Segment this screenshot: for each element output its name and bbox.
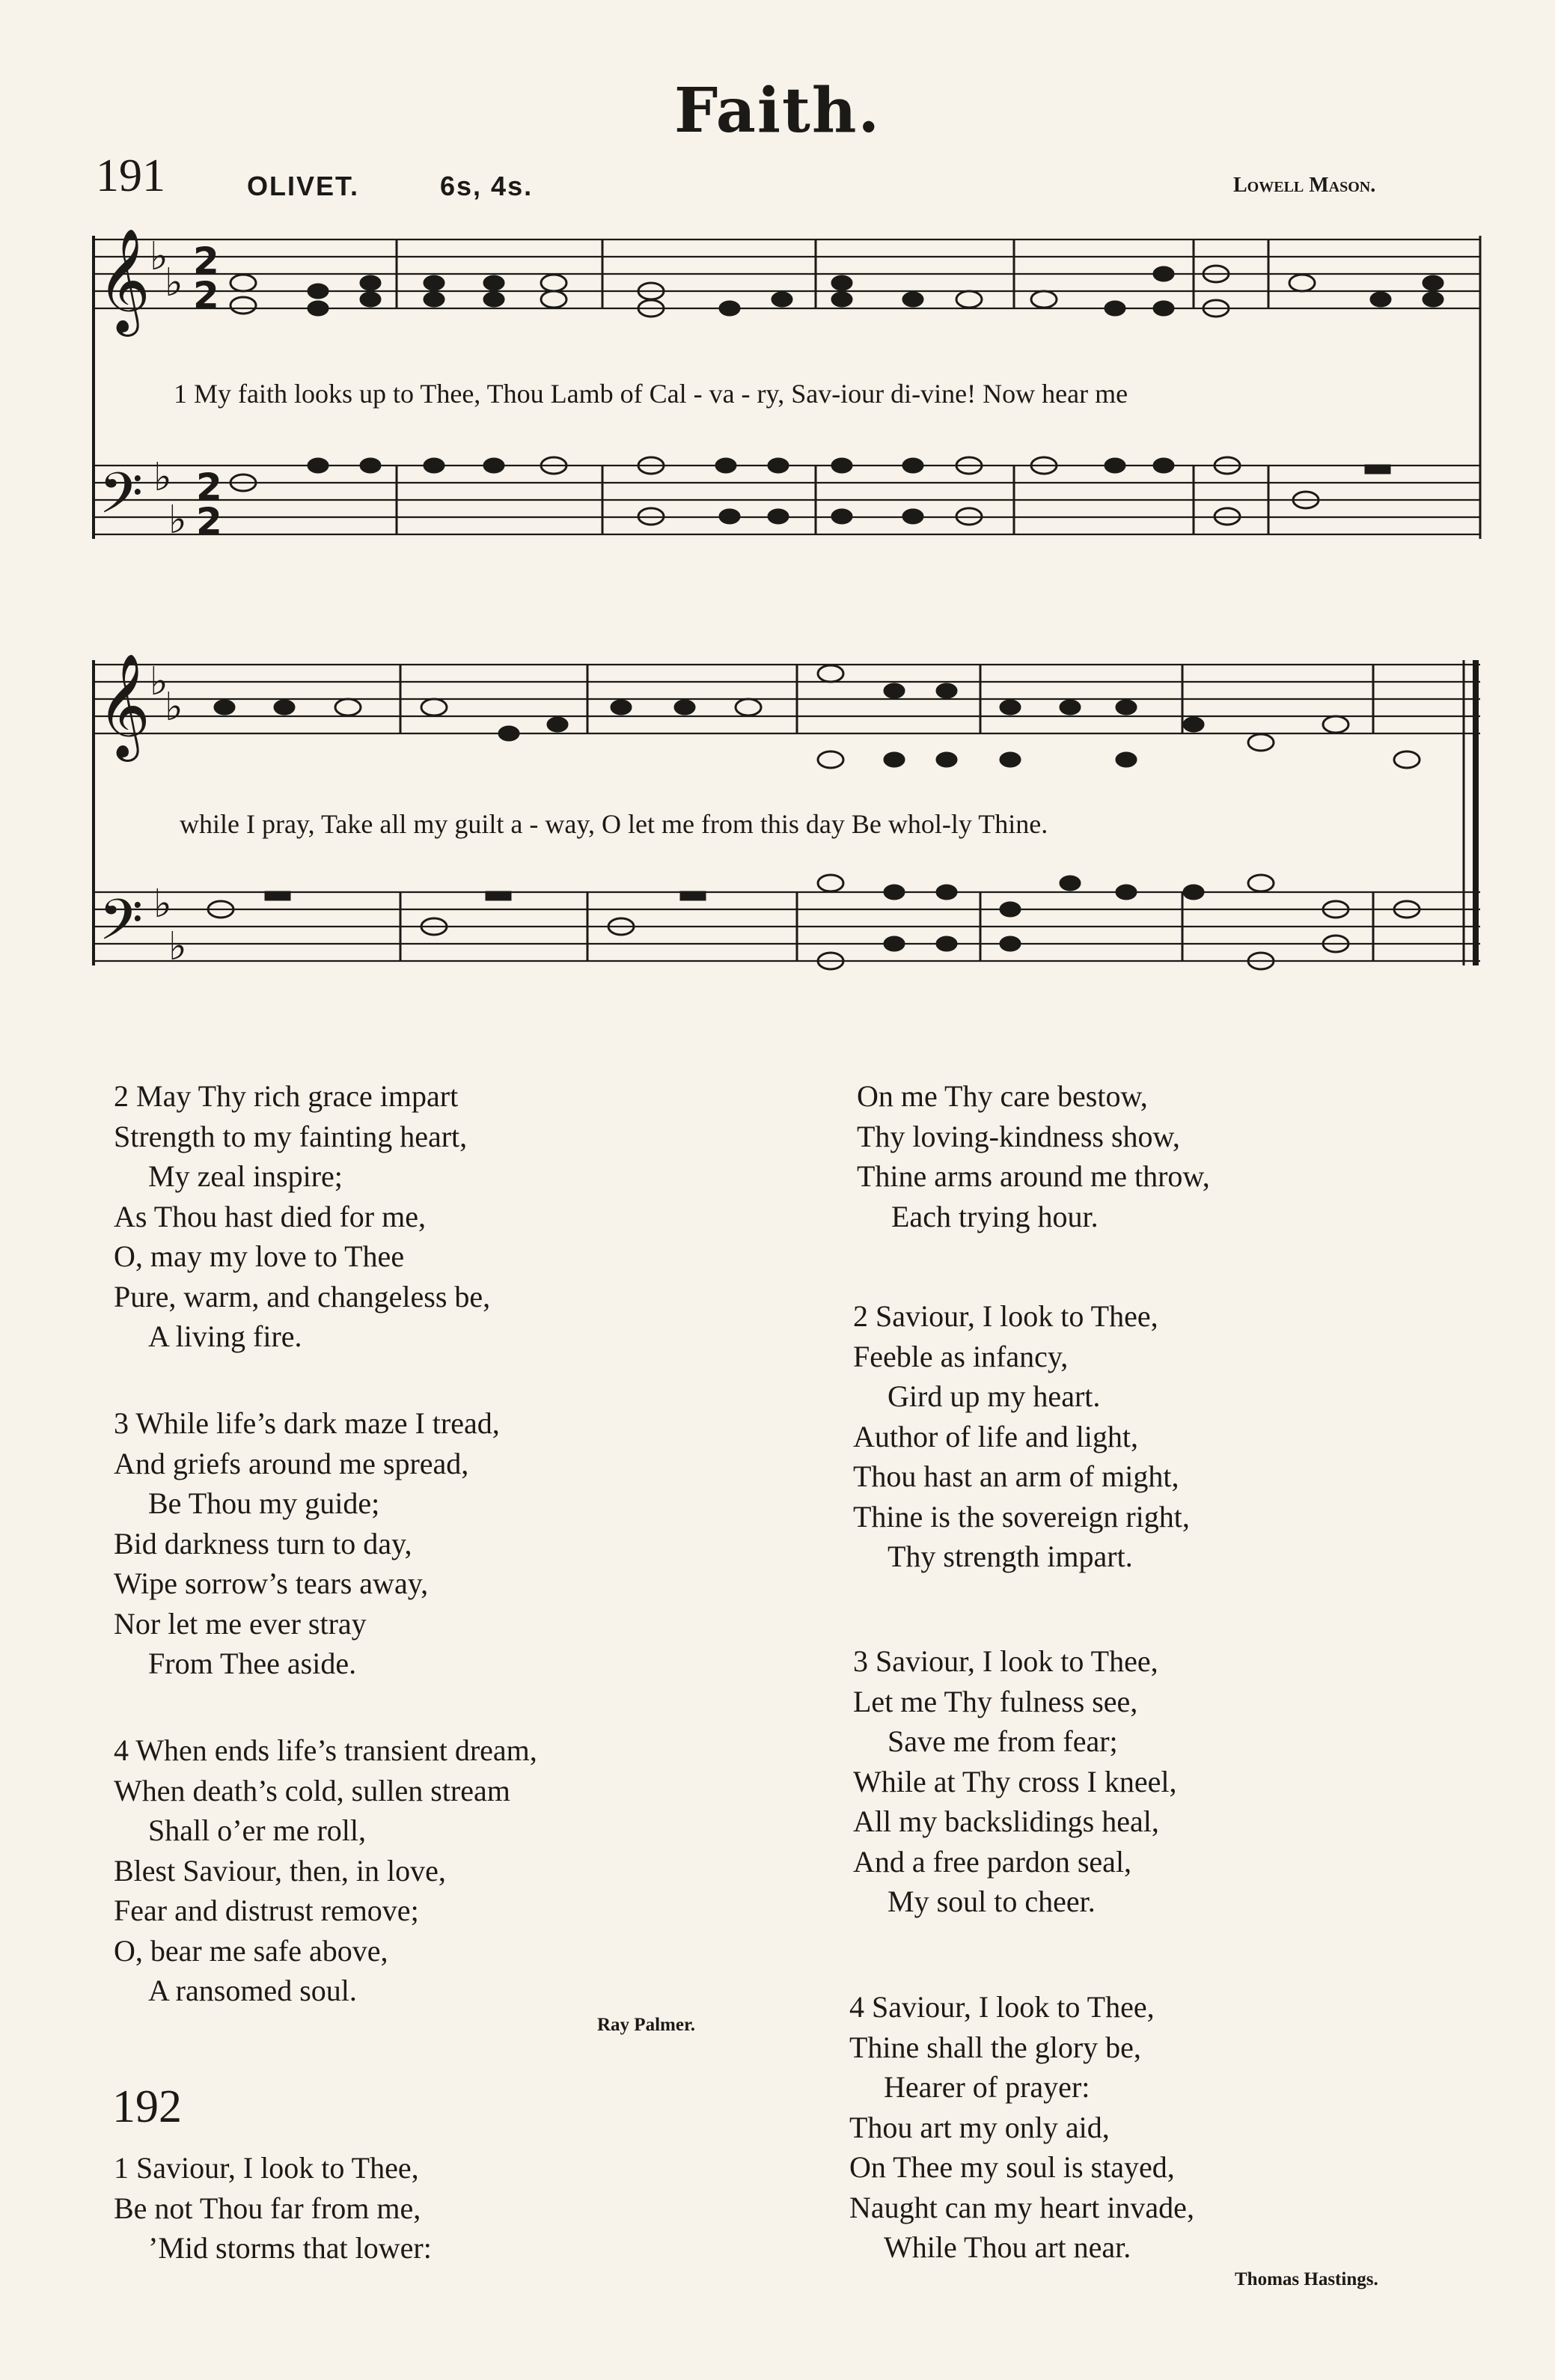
hymn192-stanza-3 bbox=[853, 1641, 1176, 1922]
hymn191-stanza-2 bbox=[114, 1076, 490, 1357]
verse-line: 3 While life’s dark maze I tread, bbox=[114, 1406, 500, 1440]
verse-line: ’Mid storms that lower: bbox=[148, 2231, 432, 2265]
flat-icon: ♭ bbox=[165, 685, 183, 730]
section-title: Faith. bbox=[673, 75, 882, 147]
flat-icon: ♭ bbox=[153, 455, 172, 500]
verse-line: Blest Saviour, then, in love, bbox=[114, 1853, 446, 1888]
music-notation bbox=[0, 0, 1555, 1003]
flat-icon: ♭ bbox=[168, 498, 187, 543]
staff-bass-1 bbox=[94, 466, 1480, 534]
verse-line: And griefs around me spread, bbox=[114, 1446, 469, 1480]
verse-line: While Thou art near. bbox=[884, 2230, 1131, 2264]
svg-text:2: 2 bbox=[196, 500, 222, 543]
verse-line: A living fire. bbox=[148, 1319, 302, 1353]
composer-credit: Lowell Mason. bbox=[1233, 174, 1376, 197]
author-credit-192: Thomas Hastings. bbox=[1235, 2269, 1378, 2289]
verse-line: Fear and distrust remove; bbox=[114, 1894, 419, 1927]
hymn192-stanza-1a bbox=[114, 2148, 432, 2268]
verse-line: Feeble as infancy, bbox=[853, 1339, 1069, 1373]
verse-line: Shall o’er me roll, bbox=[148, 1813, 367, 1847]
hymn-number-192: 192 bbox=[112, 2081, 182, 2132]
hymn191-stanza-4 bbox=[114, 1730, 537, 2011]
verse-line: Thy loving-kindness show, bbox=[857, 1119, 1180, 1153]
verse-line: O, may my love to Thee bbox=[114, 1239, 405, 1273]
verse-line: Author of life and light, bbox=[853, 1419, 1139, 1453]
verse-line: 2 May Thy rich grace impart bbox=[114, 1079, 459, 1113]
flat-icon: ♭ bbox=[153, 882, 172, 927]
verse-line: 4 Saviour, I look to Thee, bbox=[849, 1990, 1155, 2024]
verse-line: Thine shall the glory be, bbox=[849, 2030, 1141, 2064]
verse-line: From Thee aside. bbox=[148, 1647, 357, 1680]
verse-line: Thou art my only aid, bbox=[849, 2110, 1110, 2144]
verse-line: 3 Saviour, I look to Thee, bbox=[853, 1644, 1158, 1678]
verse-line: Thou hast an arm of might, bbox=[853, 1459, 1179, 1493]
verse-line: My soul to cheer. bbox=[888, 1885, 1096, 1918]
verse-line: As Thou hast died for me, bbox=[114, 1199, 426, 1233]
flat-icon: ♭ bbox=[168, 924, 187, 969]
bass-clef-icon: 𝄢 bbox=[99, 460, 144, 540]
verse-line: On me Thy care bestow, bbox=[857, 1079, 1148, 1113]
verse-line: Be not Thou far from me, bbox=[114, 2191, 421, 2225]
verse-line: Save me from fear; bbox=[888, 1724, 1118, 1758]
treble-clef-icon: 𝄞 bbox=[97, 228, 150, 332]
author-credit-191: Ray Palmer. bbox=[597, 2015, 695, 2035]
verse-line: When death’s cold, sullen stream bbox=[114, 1773, 510, 1807]
verse-line: Thine arms around me throw, bbox=[857, 1159, 1210, 1193]
flat-icon: ♭ bbox=[150, 659, 168, 704]
lyric-line-2: while I pray, Take all my guilt a - way, O let me from this day Be whol-ly Thine. bbox=[180, 809, 1048, 839]
hymn-number-191: 191 bbox=[96, 150, 165, 201]
hymn192-stanza-2 bbox=[853, 1296, 1190, 1577]
verse-line: A ransomed soul. bbox=[148, 1974, 357, 2007]
staff-treble-2 bbox=[94, 665, 1480, 733]
time-signature-icon: 2 bbox=[193, 239, 219, 283]
tune-name: OLIVET. bbox=[247, 171, 360, 201]
verse-line: Thy strength impart. bbox=[888, 1540, 1133, 1573]
verse-line: Each trying hour. bbox=[891, 1199, 1099, 1233]
verse-line: 1 Saviour, I look to Thee, bbox=[114, 2151, 419, 2185]
lyric-line-1: 1 My faith looks up to Thee, Thou Lamb of Cal - va - ry, Sav-iour di-vine! Now hear me bbox=[174, 379, 1128, 409]
verse-line: Hearer of prayer: bbox=[884, 2070, 1090, 2104]
verse-line: Let me Thy fulness see, bbox=[853, 1684, 1138, 1718]
verse-line: 2 Saviour, I look to Thee, bbox=[853, 1299, 1158, 1333]
verse-line: Pure, warm, and changeless be, bbox=[114, 1279, 491, 1313]
verse-line: My zeal inspire; bbox=[148, 1159, 343, 1193]
bass-clef-icon: 𝄢 bbox=[99, 887, 144, 967]
verse-line: All my backslidings heal, bbox=[853, 1804, 1159, 1838]
verse-line: Bid darkness turn to day, bbox=[114, 1526, 412, 1560]
verse-line: Be Thou my guide; bbox=[148, 1486, 380, 1520]
time-signature-icon: 2 bbox=[196, 466, 222, 509]
svg-text:2: 2 bbox=[193, 274, 219, 317]
staff-bass-2 bbox=[94, 892, 1480, 961]
verse-line: Nor let me ever stray bbox=[114, 1606, 367, 1641]
hymn191-stanza-3 bbox=[114, 1403, 500, 1684]
verse-line: 4 When ends life’s transient dream, bbox=[114, 1733, 537, 1767]
hymn192-stanza-1b bbox=[857, 1076, 1210, 1236]
tune-meter: 6s, 4s. bbox=[440, 171, 534, 201]
verse-line: Gird up my heart. bbox=[888, 1379, 1101, 1413]
verse-line: While at Thy cross I kneel, bbox=[853, 1764, 1177, 1798]
verse-line: Wipe sorrow’s tears away, bbox=[114, 1566, 429, 1600]
flat-icon: ♭ bbox=[150, 234, 168, 279]
treble-clef-icon: 𝄞 bbox=[97, 653, 150, 757]
verse-line: Strength to my fainting heart, bbox=[114, 1119, 468, 1153]
verse-line: On Thee my soul is stayed, bbox=[849, 2150, 1175, 2184]
hymn192-stanza-4 bbox=[849, 1987, 1194, 2268]
verse-line: Thine is the sovereign right, bbox=[853, 1499, 1190, 1534]
flat-icon: ♭ bbox=[165, 260, 183, 305]
verse-line: And a free pardon seal, bbox=[853, 1844, 1132, 1879]
verse-line: Naught can my heart invade, bbox=[849, 2190, 1194, 2224]
verse-line: O, bear me safe above, bbox=[114, 1933, 388, 1968]
